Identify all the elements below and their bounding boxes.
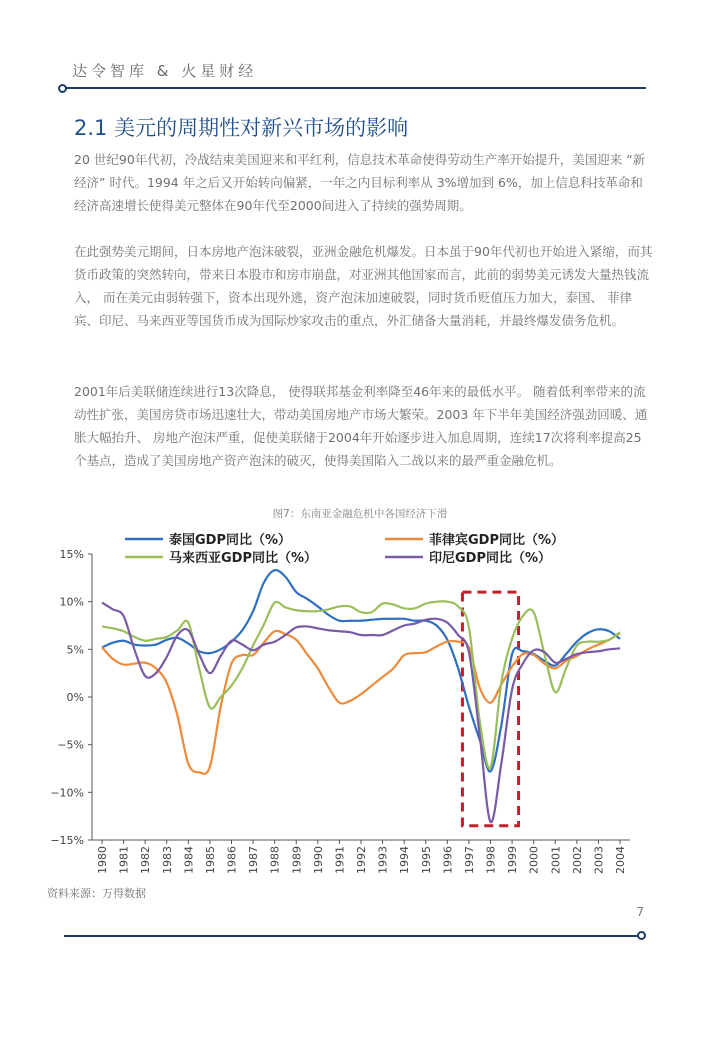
- x-tick-label: 1999: [506, 846, 520, 874]
- x-tick-label: 1986: [225, 846, 239, 874]
- y-tick-label: −5%: [57, 738, 84, 752]
- x-tick-label: 1996: [441, 846, 455, 874]
- header-brand: 达令智库 & 火星财经: [72, 62, 258, 80]
- x-tick-label: 1985: [203, 846, 217, 874]
- figure-caption: 图7：东南亚金融危机中各国经济下滑: [272, 508, 448, 520]
- section-title: 2.1 美元的周期性对新兴市场的影响: [74, 116, 409, 140]
- paragraph-2: 在此强势美元期间，日本房地产泡沫破裂，亚洲金融危机爆发。日本虽于90年代初也开始进入紧缩，而其货币政策的突然转向，带来日本股市和房市崩盘，对亚洲其他国家而言，此前的弱势美元诱发大量热钱流入， 而在美元由弱转强下，资本出现外逃，资产泡沫加速破裂，同时货币贬值压力加大，泰国、 菲律宾、印尼、马来西亚等国货币成为国际炒家攻击的重点，外汇储备大量消耗，并最终爆发债务危机。: [74, 244, 653, 328]
- x-tick-label: 1992: [355, 846, 368, 874]
- legend-label-3: 马来西亚GDP同比（%）: [169, 551, 318, 566]
- x-tick-label: 2003: [592, 846, 606, 874]
- series-line-3: [102, 601, 620, 768]
- x-tick-label: 1984: [182, 846, 196, 874]
- x-tick-label: 2001: [549, 846, 563, 874]
- figure-source: 资料来源：万得数据: [47, 887, 146, 900]
- header-rule: [66, 87, 646, 89]
- page-number: 7: [636, 905, 644, 919]
- x-tick-label: 1990: [311, 846, 325, 874]
- legend-label-2: 菲律宾GDP同比（%）: [429, 533, 565, 548]
- x-tick-label: 1982: [139, 846, 153, 874]
- gdp-line-chart: [40, 526, 640, 881]
- x-tick-label: 1991: [333, 846, 347, 874]
- y-tick-label: 5%: [66, 643, 84, 657]
- y-tick-label: −15%: [50, 834, 84, 847]
- x-tick-label: 2004: [614, 846, 627, 874]
- paragraph-3: 2001年后美联储连续进行13次降息， 使得联邦基金利率降至46年来的最低水平。 随着低利率带来的流动性扩张，美国房贷市场迅速壮大，带动美国房地产市场大繁荣。2003 年下半年美国经济强劲回暖、通胀大幅抬升、 房地产泡沫严重，促使美联储于2004年开始逐步进入加息周期，连续17次将利率提高25个基点，造成了美国房地产资产泡沫的破灭，使得美国陷入二战以来的最严重金融危机。: [74, 384, 648, 468]
- crisis-highlight-box: [462, 592, 518, 826]
- x-tick-label: 1995: [419, 846, 433, 874]
- x-tick-label: 1998: [484, 846, 498, 874]
- x-tick-label: 1983: [160, 846, 174, 874]
- x-tick-label: 1980: [96, 846, 109, 874]
- x-tick-label: 2002: [570, 846, 584, 874]
- series-line-4: [102, 603, 620, 823]
- y-tick-label: 15%: [59, 548, 84, 561]
- footer-rule-dot: [637, 931, 646, 940]
- x-tick-label: 2000: [527, 846, 541, 874]
- y-tick-label: 0%: [66, 691, 84, 704]
- x-tick-label: 1981: [117, 846, 131, 874]
- paragraph-1: 20 世纪90年代初，冷战结束美国迎来和平红利，信息技术革命使得劳动生产率开始提升，美国迎来 “新经济” 时代。1994 年之后又开始转向偏紧，一年之内目标利率从 3%增加到 6%，加上信息科技革命和经济高速增长使得美元整体在90年代至2000间进入了持续的强势周期。: [74, 152, 646, 213]
- x-tick-label: 1987: [247, 846, 261, 874]
- x-tick-label: 1993: [376, 846, 390, 874]
- legend-label-4: 印尼GDP同比（%）: [429, 551, 552, 566]
- series-line-1: [102, 570, 620, 771]
- x-tick-label: 1989: [290, 846, 304, 874]
- x-tick-label: 1988: [268, 846, 282, 874]
- y-tick-label: 10%: [59, 595, 84, 609]
- y-tick-label: −10%: [50, 786, 84, 800]
- x-tick-label: 1997: [462, 846, 476, 874]
- x-tick-label: 1994: [398, 846, 412, 874]
- legend-label-1: 泰国GDP同比（%）: [169, 533, 292, 548]
- footer-rule: [64, 935, 638, 937]
